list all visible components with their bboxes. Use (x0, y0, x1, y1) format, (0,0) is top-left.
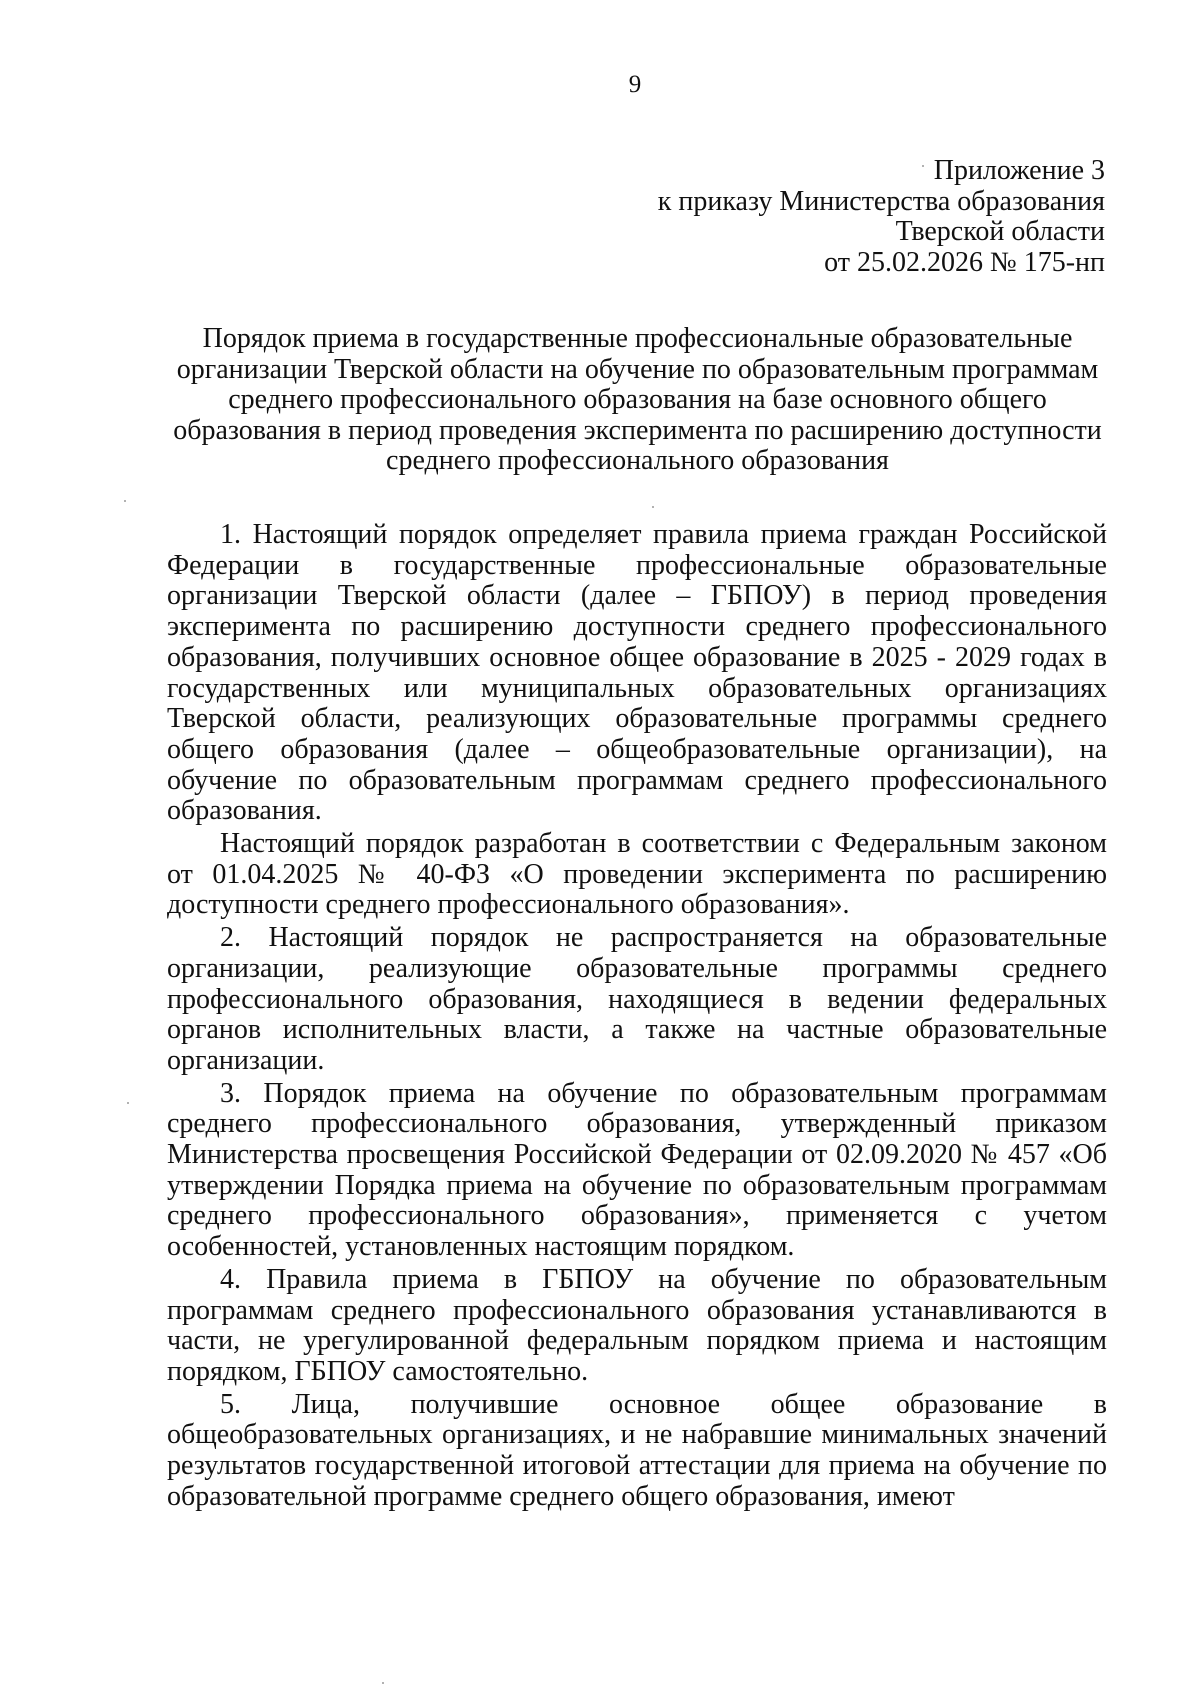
document-body (167, 520, 1107, 1513)
appendix-line: от 25.02.2026 № 175-нп (824, 246, 1105, 278)
scan-speck (382, 1682, 384, 1684)
title-line: среднего профессионального образования на базе основного общего (228, 384, 1047, 415)
appendix-header (465, 156, 1105, 278)
scan-speck (652, 506, 654, 508)
paragraph: 5. Лица, получившие основное общее образование в общеобразовательных организациях, и не набравшие минимальных значений результатов государственной итоговой аттестации для приема на обучение по образовательной программе среднего общего образования, имеют (167, 1388, 1107, 1512)
scan-speck (127, 1102, 129, 1104)
paragraph: 3. Порядок приема на обучение по образовательным программам среднего профессионального образования, утвержденный приказом Министерства просвещения Российской Федерации от 02.09.2020 № 457 «Об утверждении Порядка приема на обучение по образовательным программам среднего профессионального образования», применяется с учетом особенностей, установленных настоящим порядком. (167, 1077, 1107, 1263)
paragraph: 1. Настоящий порядок определяет правила приема граждан Российской Федерации в государственные профессиональные образовательные организации Тверской области (далее – ГБПОУ) в период проведения эксперимента по расширению доступности среднего профессионального образования, получивших основное общее образование в 2025 - 2029 годах в государственных или муниципальных образовательных организациях Тверской области, реализующих образовательные программы среднего общего образования (далее – общеобразовательные организации), на обучение по образовательным программам среднего профессионального образования. (167, 519, 1107, 827)
appendix-line: к приказу Министерства образования (657, 185, 1105, 217)
scan-speck (922, 165, 924, 167)
title-line: организации Тверской области на обучение по образовательным программам (176, 353, 1099, 385)
page-number: 9 (628, 71, 642, 98)
paragraph: 2. Настоящий порядок не распространяется на образовательные организации, реализующие образовательные программы среднего профессионального образования, находящиеся в ведении федеральных органов исполнительных власти, а также на частные образовательные организации. (167, 922, 1107, 1076)
appendix-line: Приложение 3 (933, 155, 1105, 186)
paragraph: Настоящий порядок разработан в соответствии с Федеральным законом от 01.04.2025 № 40-ФЗ «О проведении эксперимента по расширению доступности среднего профессионального образования». (167, 828, 1107, 921)
scan-speck (124, 500, 126, 502)
appendix-line: Тверской области (895, 216, 1105, 247)
title-line: Порядок приема в государственные профессиональные образовательные (202, 323, 1073, 354)
title-line: образования в период проведения эксперимента по расширению доступности (173, 414, 1102, 446)
paragraph: 4. Правила приема в ГБПОУ на обучение по образовательным программам среднего профессионального образования устанавливаются в части, не урегулированной федеральным порядком приема и настоящим порядком, ГБПОУ самостоятельно. (167, 1263, 1107, 1387)
document-title (140, 324, 1135, 477)
title-line: среднего профессионального образования (386, 445, 889, 476)
